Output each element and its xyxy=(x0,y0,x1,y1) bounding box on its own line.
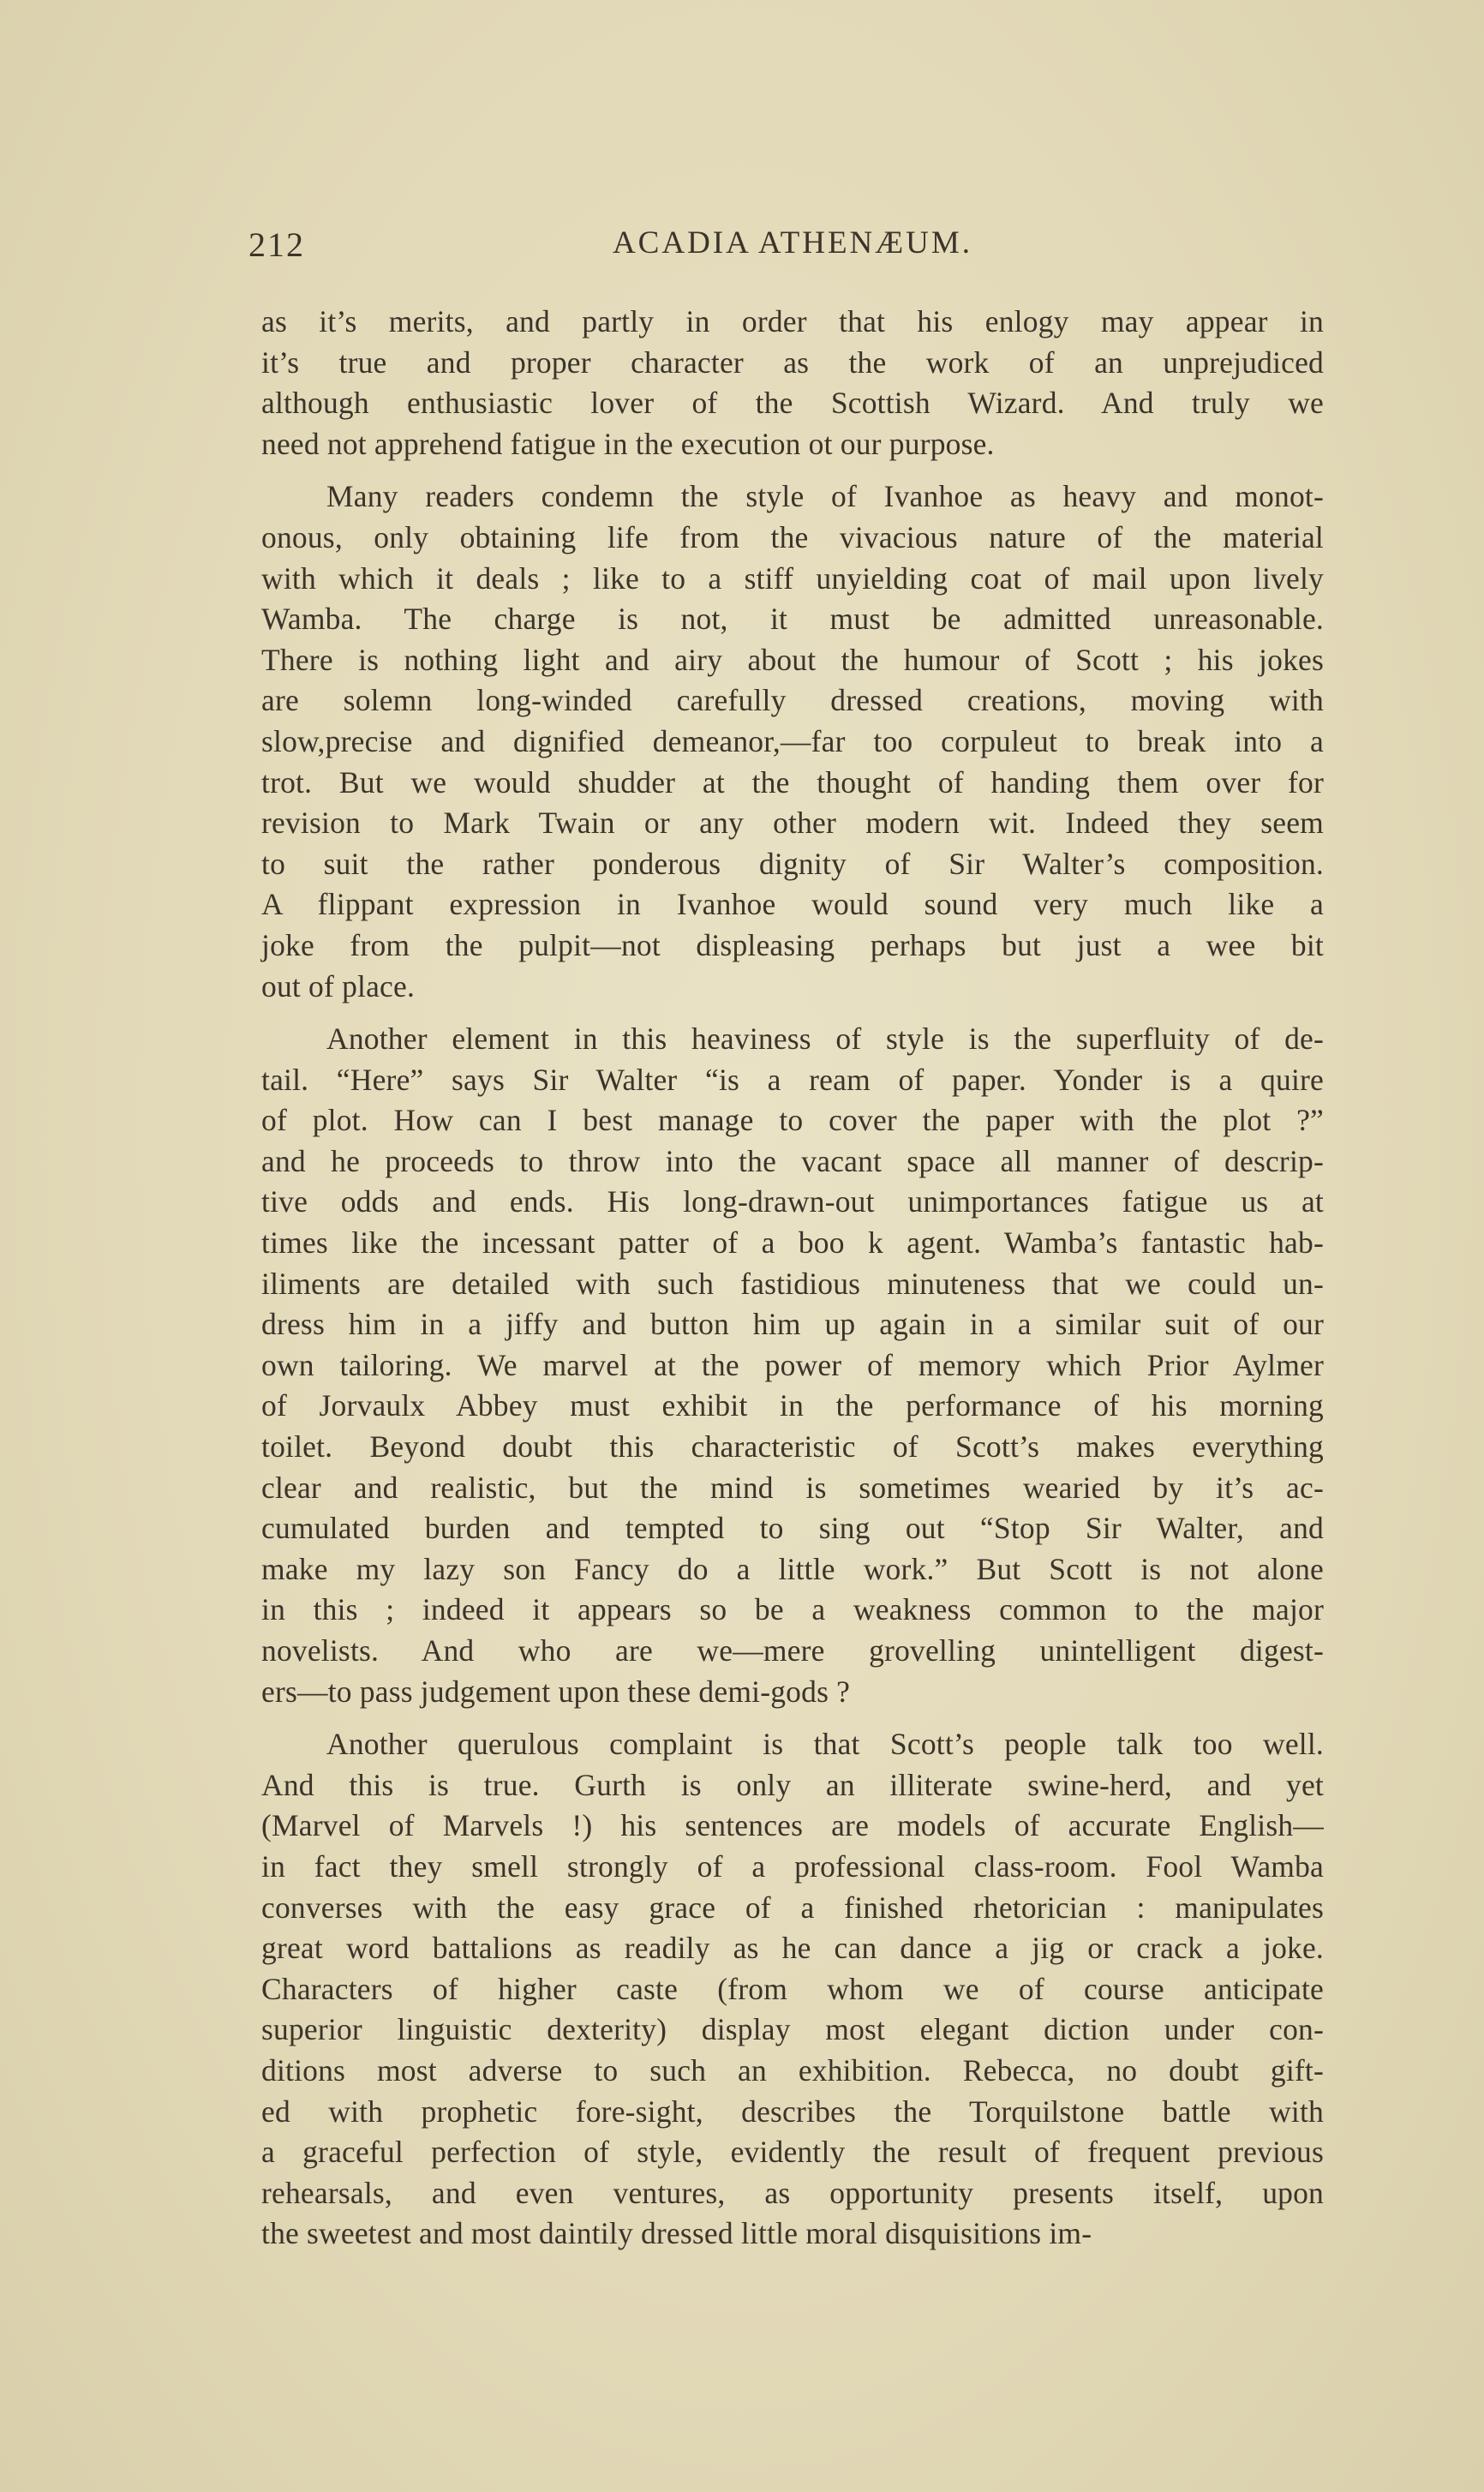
text-line: novelists. And who are we—mere grovelling unintelligent digest- xyxy=(261,1633,1324,1668)
text-line: and he proceeds to throw into the vacant space all manner of descrip- xyxy=(261,1143,1324,1178)
text-line: ers—to pass judgement upon these demi-gods ? xyxy=(261,1674,851,1709)
text-line: in this ; indeed it appears so be a weakness common to the major xyxy=(261,1592,1324,1627)
text-line: clear and realistic, but the mind is sometimes wearied by it’s ac- xyxy=(261,1470,1324,1505)
paragraph xyxy=(261,1019,1324,1712)
paragraph-gap xyxy=(261,464,1324,476)
paragraph xyxy=(261,476,1324,1007)
text-line: And this is true. Gurth is only an illiterate swine-herd, and yet xyxy=(261,1767,1324,1802)
text-line: a graceful perfection of style, evidently the result of frequent previous xyxy=(261,2135,1324,2170)
text-line: dress him in a jiffy and button him up again in a similar suit of our xyxy=(261,1307,1324,1342)
text-line: Another element in this heaviness of style is the superfluity of de- xyxy=(326,1021,1324,1057)
text-line: Wamba. The charge is not, it must be admitted unreasonable. xyxy=(261,602,1324,637)
text-line: A flippant expression in Ivanhoe would sound very much like a xyxy=(261,887,1324,922)
text-line: great word battalions as readily as he can dance a jig or crack a joke. xyxy=(261,1931,1324,1966)
text-line: toilet. Beyond doubt this characteristic of Scott’s makes everything xyxy=(261,1429,1324,1465)
text-line: revision to Mark Twain or any other modern wit. Indeed they seem xyxy=(261,806,1324,841)
text-line: in fact they smell strongly of a professional class-room. Fool Wamba xyxy=(261,1848,1324,1884)
text-line: tive odds and ends. His long-drawn-out unimportances fatigue us at xyxy=(261,1184,1324,1219)
running-title: ACADIA ATHENÆUM. xyxy=(612,225,973,261)
text-line: are solemn long-winded carefully dressed creations, moving with xyxy=(261,683,1324,718)
page-number: 212 xyxy=(248,225,305,264)
text-line: (Marvel of Marvels !) his sentences are models of accurate English— xyxy=(261,1808,1324,1843)
text-line: iliments are detailed with such fastidious minuteness that we could un- xyxy=(261,1266,1324,1301)
text-line: onous, only obtaining life from the vivacious nature of the material xyxy=(261,519,1324,554)
paragraph-gap xyxy=(261,1712,1324,1724)
text-line: converses with the easy grace of a finished rhetorician : manipulates xyxy=(261,1890,1324,1925)
paragraph xyxy=(261,1724,1324,2255)
text-line: trot. But we would shudder at the thought of handing them over for xyxy=(261,764,1324,800)
text-line: Many readers condemn the style of Ivanhoe as heavy and monot- xyxy=(326,479,1324,514)
text-line: There is nothing light and airy about the humour of Scott ; his jokes xyxy=(261,642,1324,677)
text-line: tail. “Here” says Sir Walter “is a ream of paper. Yonder is a quire xyxy=(261,1062,1324,1097)
text-line: of Jorvaulx Abbey must exhibit in the performance of his morning xyxy=(261,1388,1324,1423)
text-line: ditions most adverse to such an exhibition. Rebecca, no doubt gift- xyxy=(261,2052,1324,2088)
text-line: the sweetest and most daintily dressed little moral disquisitions im- xyxy=(261,2216,1092,2251)
text-line: rehearsals, and even ventures, as opportunity presents itself, upon xyxy=(261,2175,1324,2210)
text-line: cumulated burden and tempted to sing out “Stop Sir Walter, and xyxy=(261,1511,1324,1546)
page-header xyxy=(248,225,1337,276)
text-line: out of place. xyxy=(261,968,416,1003)
text-line: slow,precise and dignified demeanor,—far too corpuleut to break into a xyxy=(261,723,1324,758)
article-body xyxy=(261,302,1324,2255)
text-line: times like the incessant patter of a boo k agent. Wamba’s fantastic hab- xyxy=(261,1225,1324,1261)
text-line: although enthusiastic lover of the Scottish Wizard. And truly we xyxy=(261,386,1324,421)
text-line: with which it deals ; like to a stiff unyielding coat of mail upon lively xyxy=(261,560,1324,596)
text-line: of plot. How can I best manage to cover the paper with the plot ?” xyxy=(261,1103,1324,1138)
paragraph-gap xyxy=(261,1007,1324,1019)
text-line: need not apprehend fatigue in the execution ot our purpose. xyxy=(261,426,995,461)
paragraph xyxy=(261,302,1324,464)
text-line: Another querulous complaint is that Scott’s people talk too well. xyxy=(326,1727,1324,1762)
text-line: superior linguistic dexterity) display most elegant diction under con- xyxy=(261,2012,1324,2047)
text-line: it’s true and proper character as the work of an unprejudiced xyxy=(261,344,1324,380)
text-line: as it’s merits, and partly in order that his enlogy may appear in xyxy=(261,304,1324,338)
text-line: ed with prophetic fore-sight, describes the Torquilstone battle with xyxy=(261,2094,1324,2129)
text-line: Characters of higher caste (from whom we of course anticipate xyxy=(261,1971,1324,2006)
text-line: to suit the rather ponderous dignity of Sir Walter’s composition. xyxy=(261,846,1324,881)
text-line: own tailoring. We marvel at the power of memory which Prior Aylmer xyxy=(261,1347,1324,1382)
text-line: make my lazy son Fancy do a little work.” But Scott is not alone xyxy=(261,1551,1324,1586)
text-line: joke from the pulpit—not displeasing perhaps but just a wee bit xyxy=(261,927,1324,962)
